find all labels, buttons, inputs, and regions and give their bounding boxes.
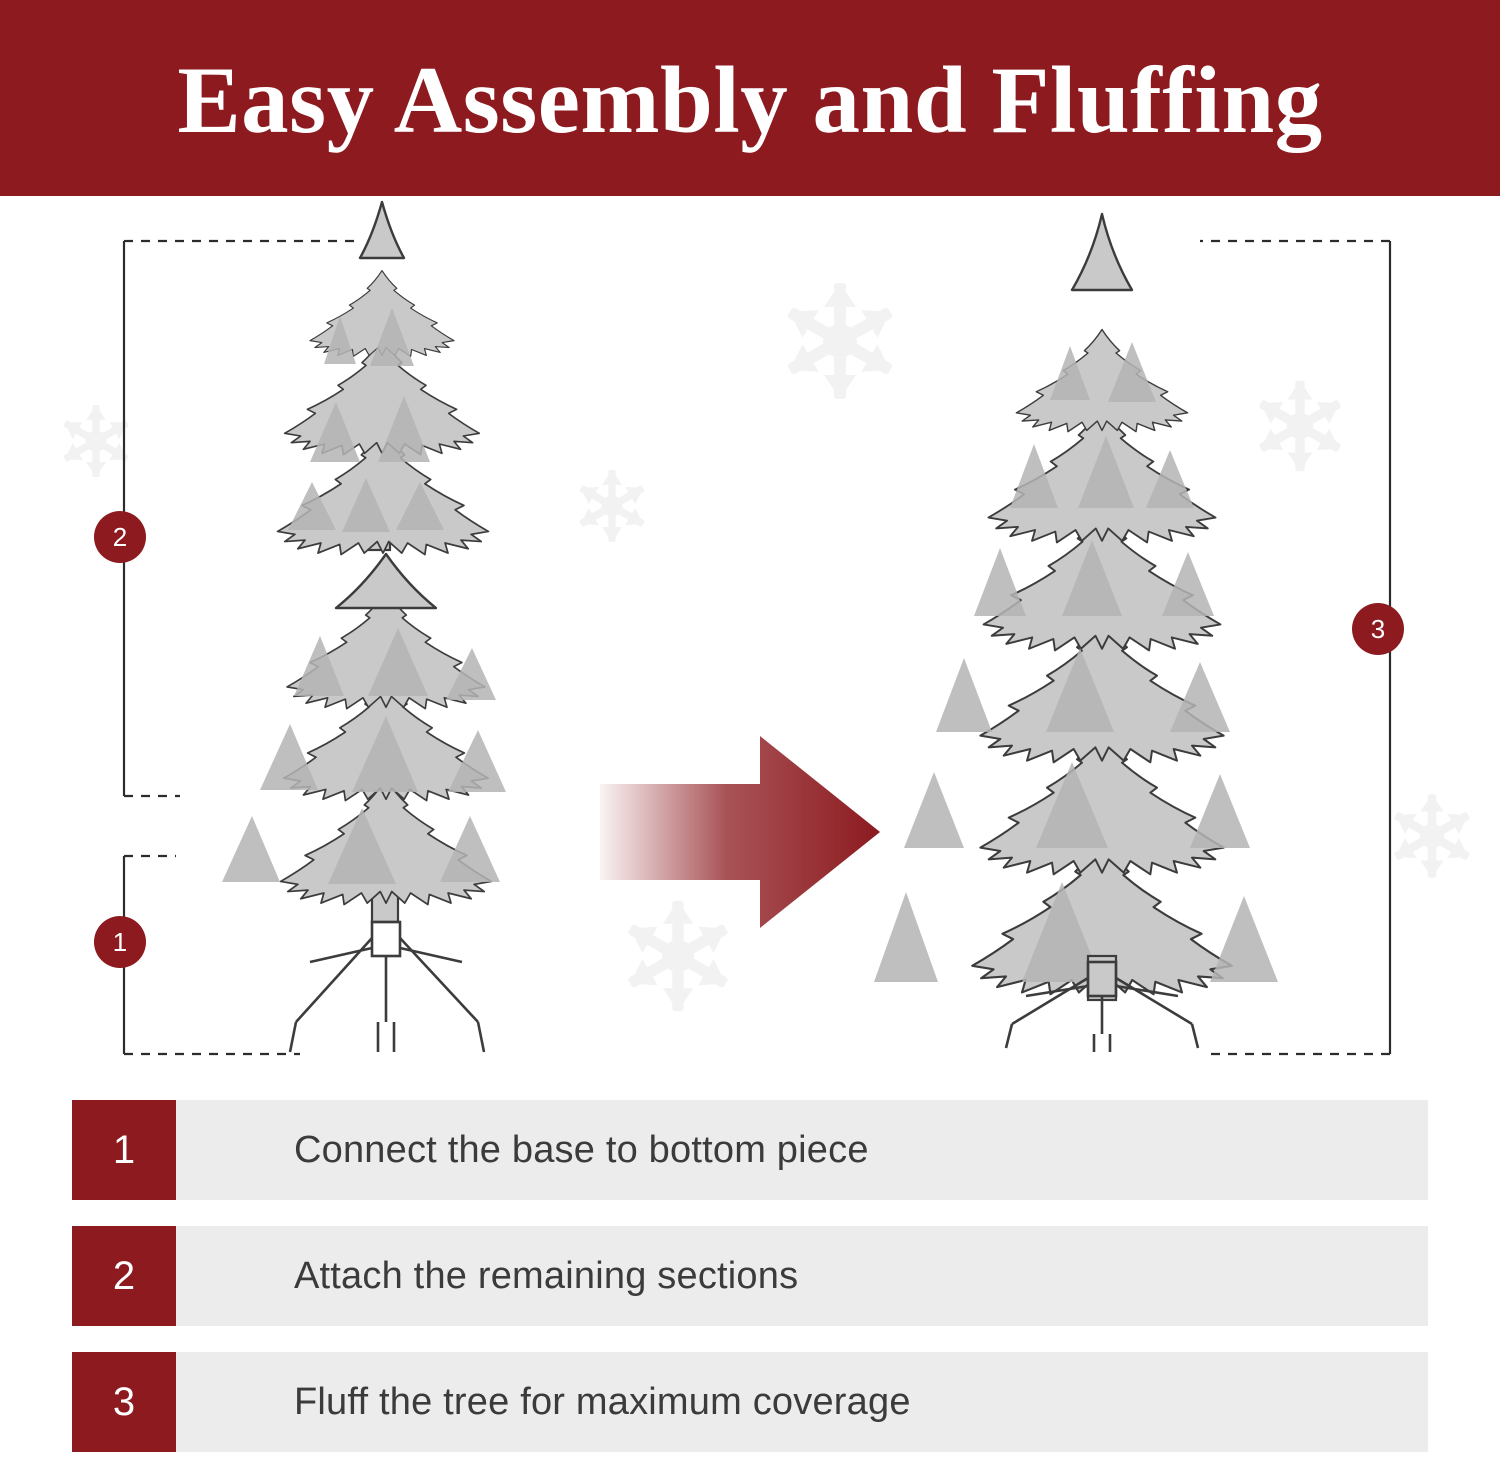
step-text-container-1: [176, 1100, 1428, 1200]
diagram-marker-3: 3: [1352, 603, 1404, 655]
page-title: Easy Assembly and Fluffing: [177, 46, 1323, 153]
step-text-container-3: [176, 1352, 1428, 1452]
step-label-1: Connect the base to bottom piece: [294, 1128, 869, 1171]
tree-assembled: [874, 214, 1278, 1052]
step-number-1: 1: [72, 1100, 176, 1200]
tree-top-section: [278, 202, 489, 555]
step-row-2: [72, 1226, 1428, 1326]
step-label-2: Attach the remaining sections: [294, 1254, 799, 1297]
tree-bottom-section: [222, 554, 506, 1052]
assembly-arrow: [600, 736, 880, 928]
step-text-container-2: [176, 1226, 1428, 1326]
step-number-3: 3: [72, 1352, 176, 1452]
tree-stand-left: [290, 922, 484, 1052]
diagram-illustration: [0, 196, 1500, 1086]
header-banner: [0, 0, 1500, 196]
step-row-3: [72, 1352, 1428, 1452]
diagram-marker-1: 1: [94, 916, 146, 968]
assembly-diagram: [0, 196, 1500, 1086]
step-label-3: Fluff the tree for maximum coverage: [294, 1380, 911, 1423]
step-row-1: [72, 1100, 1428, 1200]
step-number-2: 2: [72, 1226, 176, 1326]
steps-list: [0, 1086, 1500, 1470]
diagram-marker-2: 2: [94, 511, 146, 563]
